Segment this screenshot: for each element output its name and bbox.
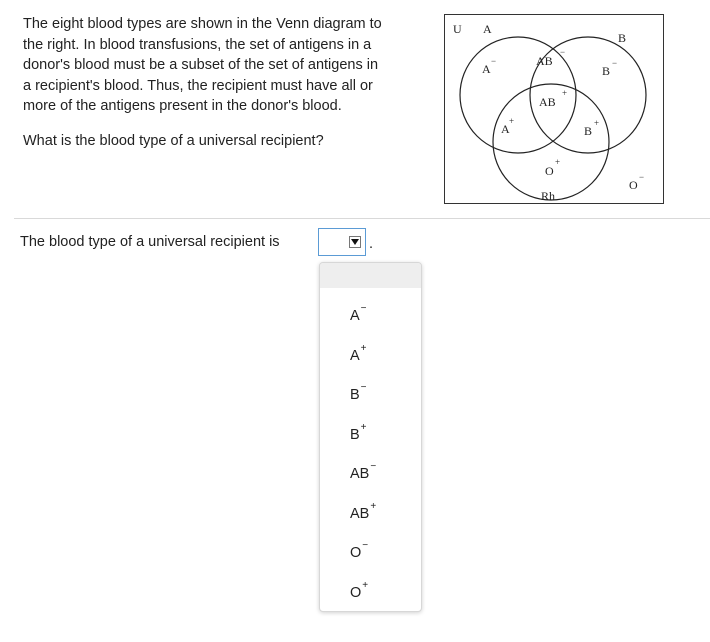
svg-text:B: B (584, 124, 593, 138)
svg-text:−: − (639, 172, 645, 182)
svg-text:−: − (491, 56, 497, 66)
svg-text:B: B (602, 64, 611, 78)
svg-text:−: − (560, 47, 566, 57)
venn-svg (445, 15, 665, 205)
svg-text:+: + (594, 118, 600, 128)
universe-label: U (453, 22, 462, 36)
set-label-a: A (483, 22, 492, 36)
problem-line: a recipient's blood. Thus, the recipient must have all or (23, 77, 373, 94)
svg-text:A: A (501, 122, 510, 136)
svg-text:A: A (482, 62, 491, 76)
problem-line: donor's blood must be a subset of the set of antigens in (23, 57, 379, 73)
problem-line: more of the antigens present in the donor's blood. (23, 98, 342, 114)
problem-statement (23, 14, 438, 117)
svg-text:−: − (612, 58, 618, 68)
question-text: What is the blood type of a universal recipient? (23, 133, 324, 149)
region-ab-pos (539, 88, 567, 109)
dropdown-option-b-pos[interactable]: B+ (350, 421, 367, 443)
svg-text:O: O (629, 178, 638, 192)
answer-prompt: The blood type of a universal recipient is (20, 234, 280, 250)
chevron-down-icon[interactable] (349, 236, 361, 248)
svg-text:+: + (509, 116, 515, 126)
answer-dropdown[interactable] (318, 228, 366, 256)
dropdown-menu (319, 262, 422, 612)
region-o-neg (629, 172, 644, 192)
dropdown-option-ab-pos[interactable]: AB+ (350, 500, 377, 522)
dropdown-option-ab-neg[interactable]: AB− (350, 461, 377, 482)
answer-suffix: . (369, 236, 374, 252)
set-label-b: B (618, 31, 627, 45)
svg-text:+: + (562, 88, 568, 98)
svg-text:AB: AB (536, 54, 553, 68)
problem-line: the right. In blood transfusions, the set of antigens in a (23, 36, 372, 53)
dropdown-option-b-neg[interactable]: B− (350, 382, 367, 403)
region-o-pos (545, 157, 560, 178)
region-a-pos (501, 116, 514, 136)
section-divider (14, 218, 710, 219)
problem-line: The eight blood types are shown in the Venn diagram to (23, 16, 382, 32)
set-label-rh: Rh (541, 189, 556, 203)
dropdown-options-list (320, 292, 421, 608)
dropdown-option-a-neg[interactable]: A− (350, 303, 367, 324)
svg-text:+: + (555, 157, 561, 167)
dropdown-option-o-neg[interactable]: O− (350, 540, 369, 561)
dropdown-option-blank[interactable] (320, 263, 421, 288)
svg-text:O: O (545, 164, 554, 178)
dropdown-option-a-pos[interactable]: A+ (350, 342, 367, 364)
region-b-pos (584, 118, 599, 138)
dropdown-option-o-pos[interactable]: O+ (350, 579, 369, 601)
svg-text:AB: AB (539, 95, 556, 109)
venn-diagram (444, 14, 664, 204)
region-b-neg (602, 58, 617, 78)
region-a-neg (482, 56, 496, 76)
